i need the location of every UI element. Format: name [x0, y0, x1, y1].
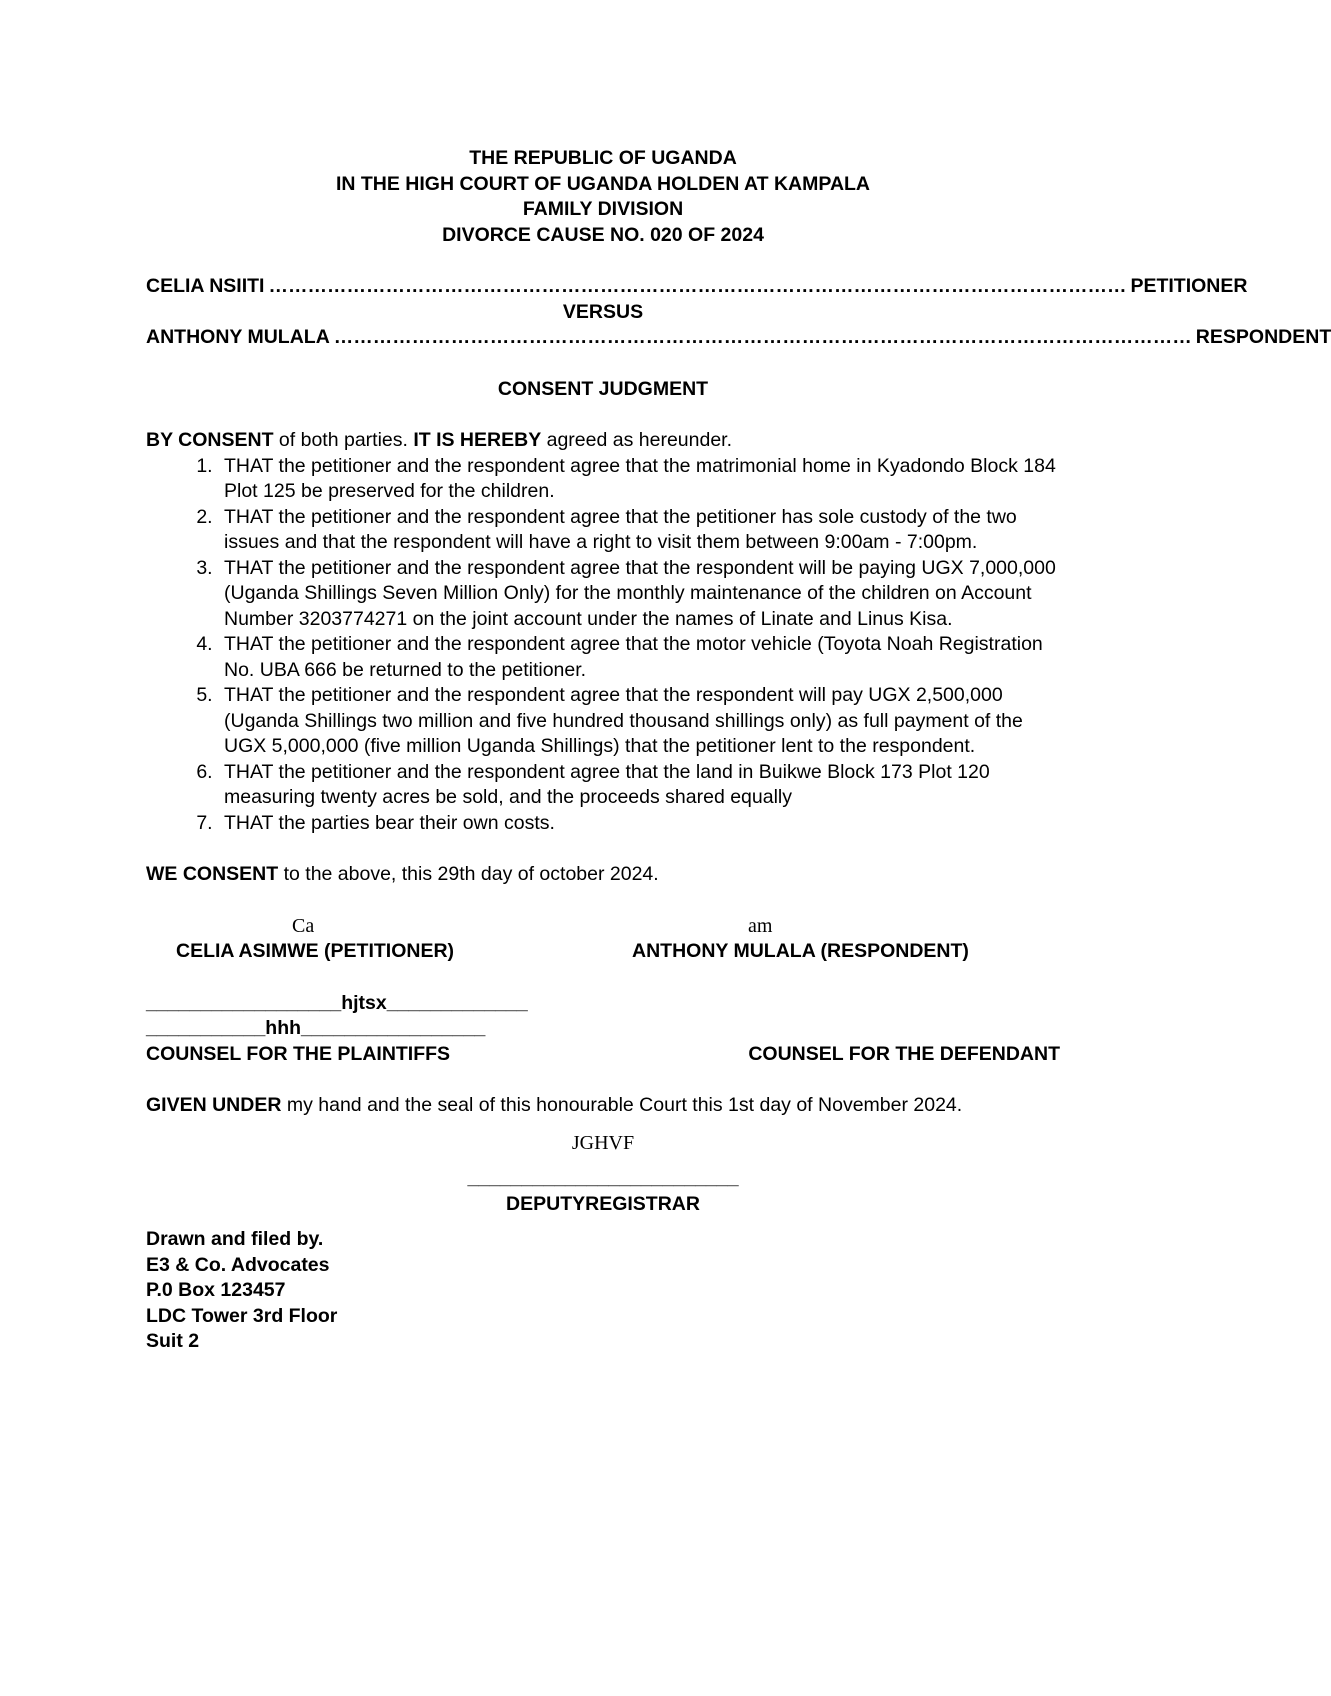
respondent-signature-name: ANTHONY MULALA (RESPONDENT) [632, 940, 969, 962]
versus-label: VERSUS [562, 300, 644, 323]
respondent-role: RESPONDENT [1195, 326, 1331, 348]
drawn-by-line: Drawn and filed by. [146, 1228, 324, 1250]
respondent-leader-dots: …………………………………………………………………………………………………………………… [333, 326, 1192, 348]
petitioner-line [146, 274, 1248, 300]
term-item: 5. THAT the petitioner and the respondent agree that the respondent will pay UGX 2,500,000 (Uganda Shillings two million and five hundred thousand shillings only) as full payment of the UGX 5,000,000 (five million Uganda Shillings) that the petitioner lent to the respondent. [218, 683, 1060, 760]
parties-block [146, 274, 1331, 351]
hereby-label: IT IS HEREBY [413, 429, 542, 451]
given-under-label: GIVEN UNDER [146, 1094, 282, 1116]
drawn-by-block [146, 1227, 1060, 1355]
division-heading: FAMILY DIVISION [522, 198, 684, 220]
consent-paragraph [146, 862, 1060, 888]
signature-names-row [146, 939, 1060, 965]
cause-number-heading: DIVORCE CAUSE NO. 020 OF 2024 [442, 223, 764, 246]
we-consent-label: WE CONSENT [146, 863, 279, 885]
consent-text: to the above, this 29th day of october 2024. [278, 863, 659, 885]
firm-building: LDC Tower 3rd Floor [146, 1304, 338, 1327]
firm-suite: Suit 2 [146, 1330, 200, 1352]
intro-text-2: agreed as hereunder. [541, 429, 733, 451]
by-consent-label: BY CONSENT [146, 429, 274, 451]
court-name-heading: IN THE HIGH COURT OF UGANDA HOLDEN AT KAMPALA [335, 172, 871, 195]
counsel-labels-row [146, 1042, 1060, 1068]
signature-marks-row [146, 914, 1060, 940]
petitioner-role: PETITIONER [1130, 275, 1248, 297]
term-item: 1. THAT the petitioner and the respondent agree that the matrimonial home in Kyadondo Block 184 Plot 125 be preserved for the children. [218, 454, 1060, 505]
petitioner-signature-name: CELIA ASIMWE (PETITIONER) [176, 940, 455, 962]
counsel-signature-line-2: ___________hhh_________________ [146, 1017, 486, 1039]
intro-paragraph [146, 428, 1060, 454]
term-item: 7. THAT the parties bear their own costs. [218, 811, 1060, 837]
document-page [146, 146, 1331, 1355]
registrar-title: DEPUTYREGISTRAR [506, 1192, 700, 1215]
registrar-signature-line: _________________________ [467, 1167, 739, 1189]
firm-po-box: P.0 Box 123457 [146, 1279, 286, 1301]
respondent-signature-mark: am [748, 914, 773, 937]
registrar-block [146, 1131, 1060, 1218]
given-under-paragraph [146, 1093, 1060, 1119]
respondent-line [146, 325, 1331, 351]
intro-text-1: of both parties. [273, 429, 414, 451]
counsel-signature-line-1: __________________hjtsx_____________ [146, 991, 528, 1014]
counsel-plaintiffs-label: COUNSEL FOR THE PLAINTIFFS [146, 1042, 451, 1065]
respondent-name: ANTHONY MULALA [146, 326, 330, 348]
petitioner-name: CELIA NSIITI [146, 275, 265, 297]
petitioner-leader-dots: …………………………………………………………………………………………………………………… [268, 275, 1127, 297]
counsel-block [146, 991, 1060, 1068]
petitioner-signature-mark: Ca [292, 914, 315, 937]
firm-name: E3 & Co. Advocates [146, 1253, 330, 1276]
given-under-text: my hand and the seal of this honourable Court this 1st day of November 2024. [281, 1094, 963, 1116]
term-item: 2. THAT the petitioner and the respondent agree that the petitioner has sole custody of the two issues and that the respondent will have a right to visit them between 9:00am - 7:00pm. [218, 505, 1060, 556]
term-item: 4. THAT the petitioner and the respondent agree that the motor vehicle (Toyota Noah Registration No. UBA 666 be returned to the petitioner. [218, 632, 1060, 683]
registrar-signature-mark: JGHVF [571, 1131, 635, 1154]
judgment-title: CONSENT JUDGMENT [497, 377, 709, 400]
term-item: 3. THAT the petitioner and the respondent agree that the respondent will be paying UGX 7,000,000 (Uganda Shillings Seven Million Only) for the monthly maintenance of the children on Account Number 3203774271 on the joint account under the names of Linate and Linus Kisa. [218, 556, 1060, 633]
republic-heading: THE REPUBLIC OF UGANDA [469, 147, 737, 169]
terms-list [146, 454, 1060, 837]
term-item: 6. THAT the petitioner and the respondent agree that the land in Buikwe Block 173 Plot 120 measuring twenty acres be sold, and the proceeds shared equally [218, 760, 1060, 811]
counsel-defendant-label: COUNSEL FOR THE DEFENDANT [748, 1042, 1060, 1065]
court-heading [146, 146, 1060, 248]
